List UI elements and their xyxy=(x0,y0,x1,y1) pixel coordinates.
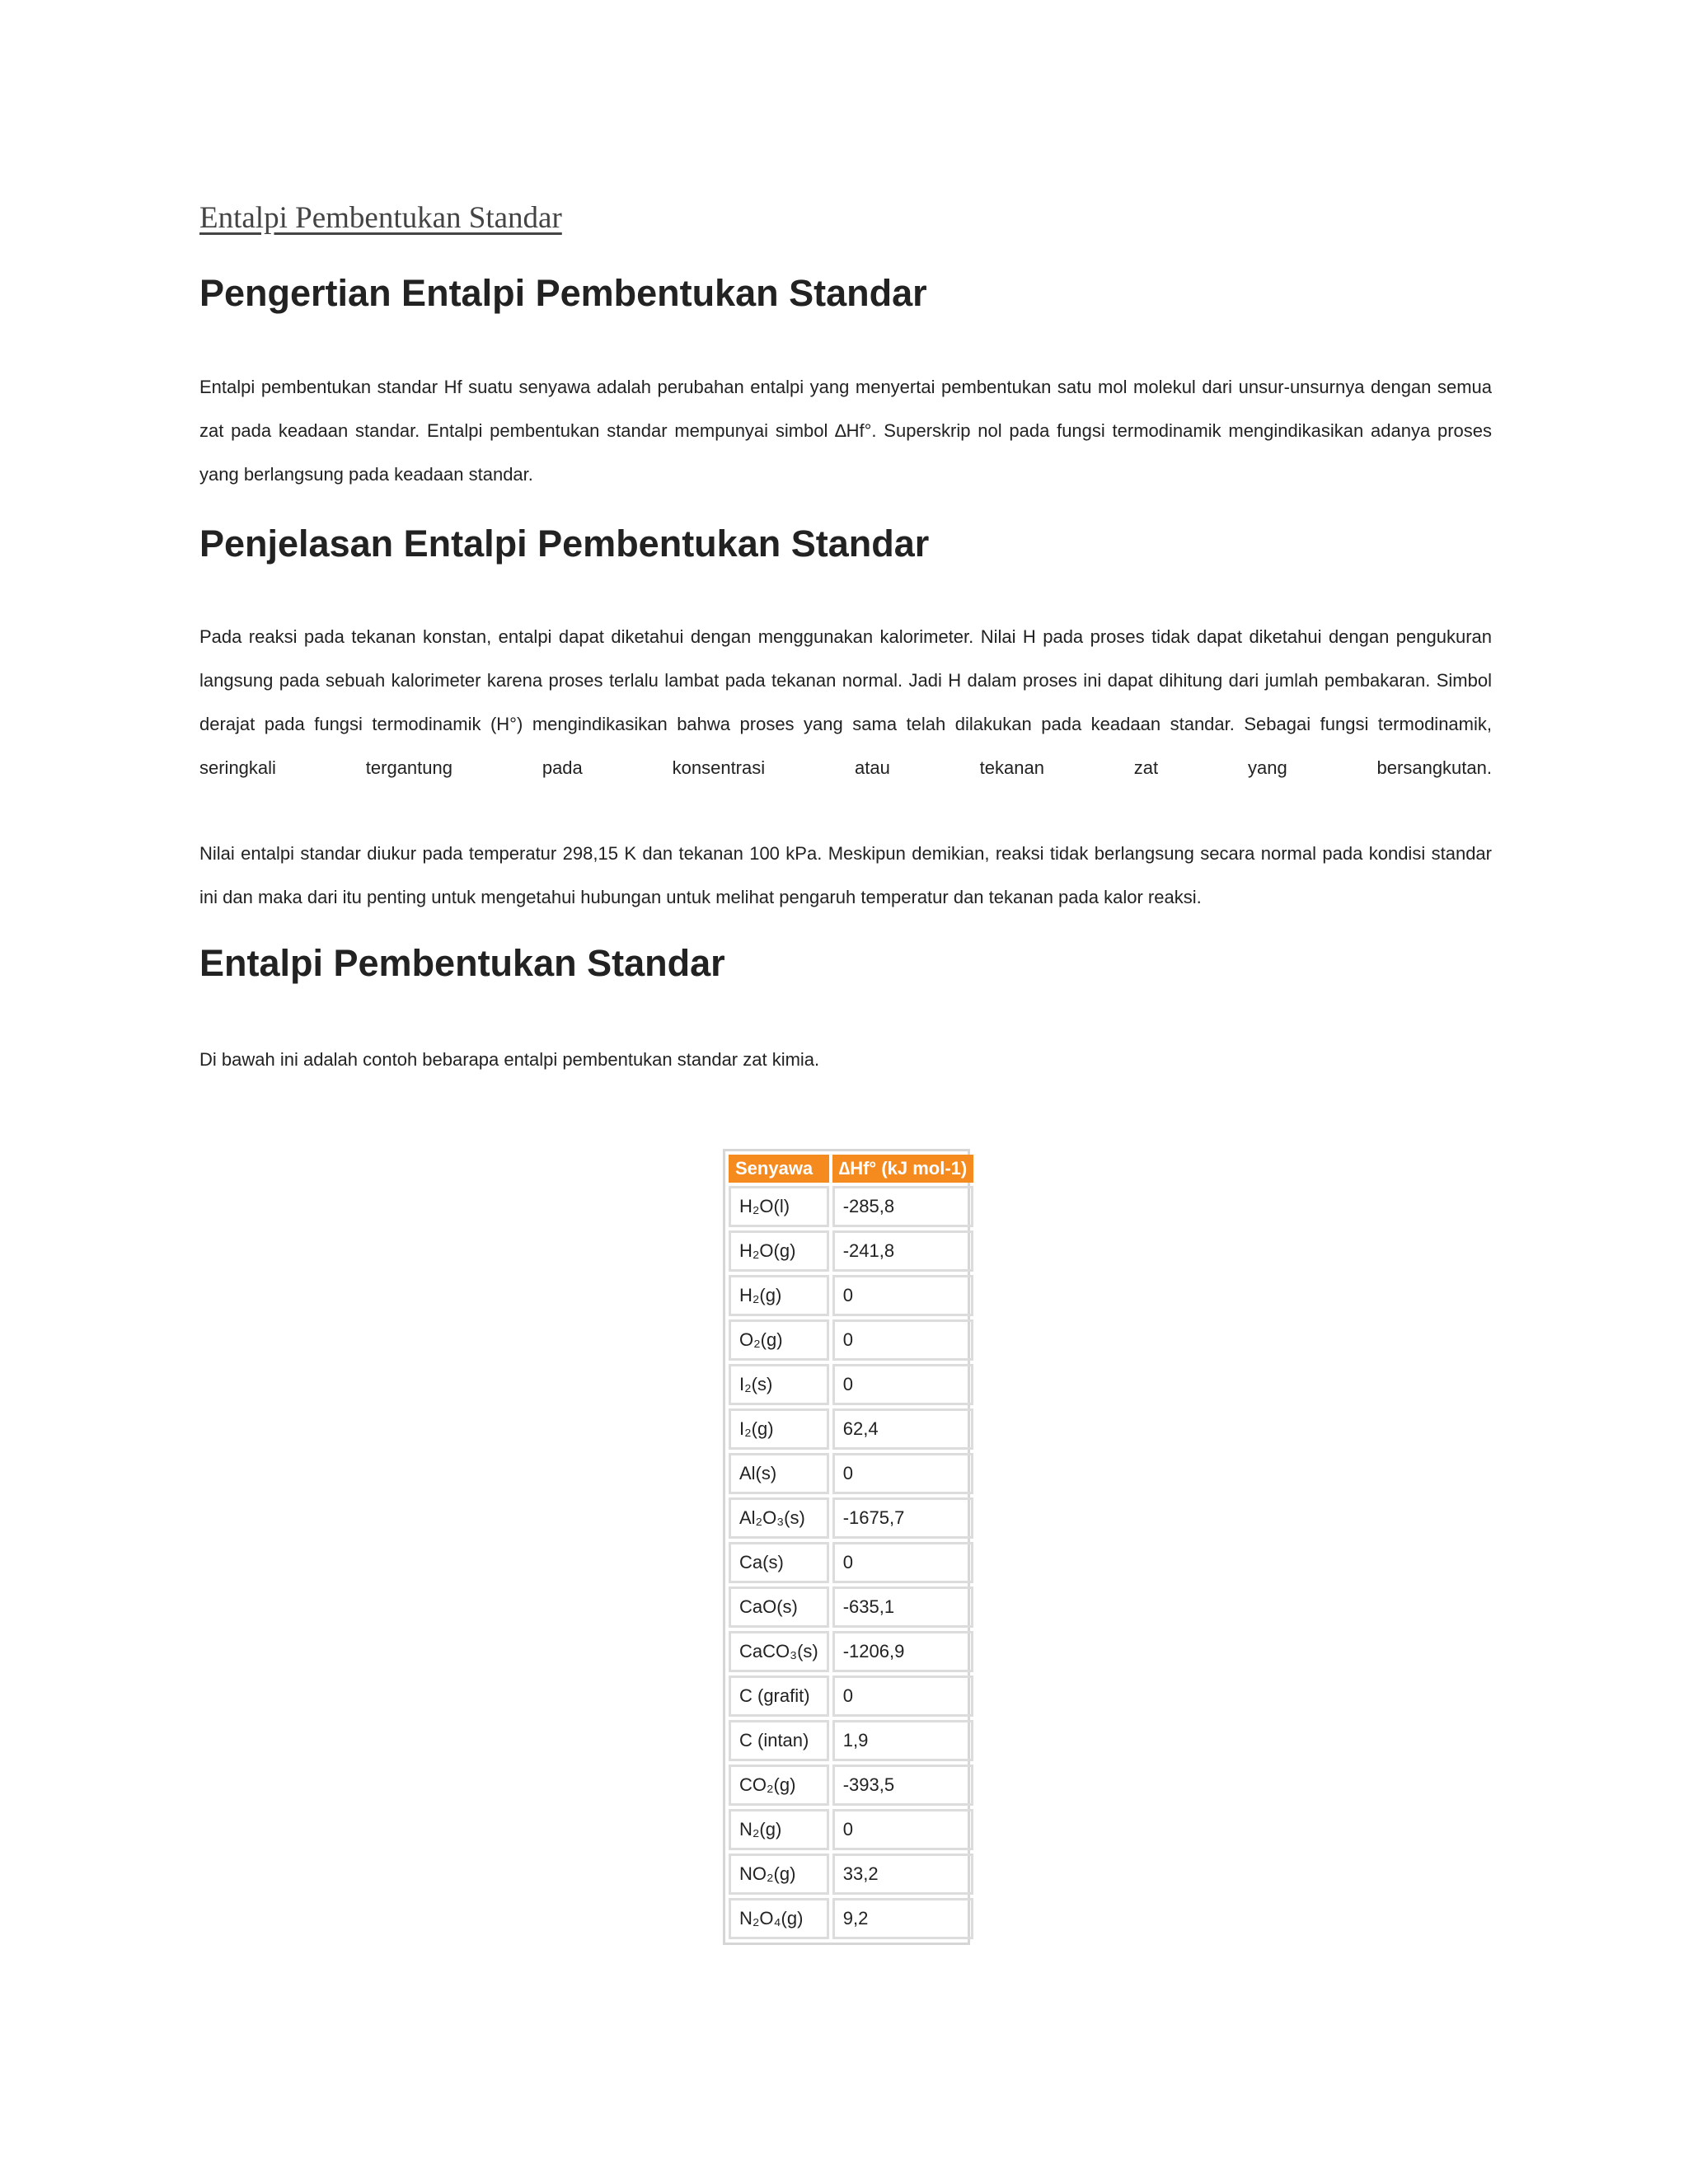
table-row xyxy=(729,1809,973,1850)
table-row xyxy=(729,1631,973,1672)
cell-enthalpy: 0 xyxy=(832,1809,974,1850)
cell-enthalpy: 0 xyxy=(832,1675,974,1717)
cell-compound: Al₂O₃(s) xyxy=(729,1497,829,1539)
column-header-senyawa: Senyawa xyxy=(729,1155,829,1183)
cell-enthalpy: 62,4 xyxy=(832,1408,974,1450)
table-row xyxy=(729,1675,973,1717)
cell-compound: I₂(g) xyxy=(729,1408,829,1450)
table-row xyxy=(729,1497,973,1539)
cell-enthalpy: -635,1 xyxy=(832,1586,974,1628)
cell-enthalpy: 1,9 xyxy=(832,1720,974,1761)
cell-compound: H₂(g) xyxy=(729,1275,829,1316)
cell-compound: NO₂(g) xyxy=(729,1854,829,1895)
cell-enthalpy: 33,2 xyxy=(832,1854,974,1895)
column-header-enthalpy: ∆Hf° (kJ mol-1) xyxy=(832,1155,974,1183)
table-row xyxy=(729,1453,973,1494)
cell-enthalpy: -241,8 xyxy=(832,1230,974,1272)
cell-compound: C (intan) xyxy=(729,1720,829,1761)
table-row xyxy=(729,1230,973,1272)
cell-enthalpy: 9,2 xyxy=(832,1898,974,1939)
cell-compound: CaCO₃(s) xyxy=(729,1631,829,1672)
cell-enthalpy: 0 xyxy=(832,1542,974,1583)
cell-enthalpy: -1206,9 xyxy=(832,1631,974,1672)
table-body xyxy=(729,1186,973,1939)
table-row xyxy=(729,1364,973,1405)
cell-enthalpy: 0 xyxy=(832,1275,974,1316)
table-row xyxy=(729,1542,973,1583)
table-row xyxy=(729,1586,973,1628)
cell-compound: N₂O₄(g) xyxy=(729,1898,829,1939)
cell-compound: I₂(s) xyxy=(729,1364,829,1405)
paragraph-penjelasan-2: Nilai entalpi standar diukur pada temperatur 298,15 K dan tekanan 100 kPa. Meskipun demikian, reaksi tidak berlangsung secara normal pada kondisi standar ini dan maka dari itu penting untuk mengetahui hubungan untuk melihat pengaruh temperatur dan tekanan pada kalor reaksi. xyxy=(199,843,1492,907)
table-row xyxy=(729,1275,973,1316)
cell-enthalpy: 0 xyxy=(832,1319,974,1361)
document-title: Entalpi Pembentukan Standar xyxy=(199,201,562,235)
cell-compound: CaO(s) xyxy=(729,1586,829,1628)
cell-enthalpy: 0 xyxy=(832,1453,974,1494)
table-row xyxy=(729,1854,973,1895)
cell-compound: CO₂(g) xyxy=(729,1765,829,1806)
cell-compound: Al(s) xyxy=(729,1453,829,1494)
section-heading-tabel: Entalpi Pembentukan Standar xyxy=(199,942,725,984)
data-table xyxy=(725,1151,977,1943)
table-row xyxy=(729,1898,973,1939)
table-row xyxy=(729,1186,973,1227)
table-row xyxy=(729,1720,973,1761)
table-row xyxy=(729,1319,973,1361)
table-header-row xyxy=(729,1155,973,1183)
enthalpy-table xyxy=(723,1149,970,1945)
section-heading-penjelasan: Penjelasan Entalpi Pembentukan Standar xyxy=(199,523,930,565)
table-row xyxy=(729,1765,973,1806)
cell-compound: H₂O(g) xyxy=(729,1230,829,1272)
cell-compound: N₂(g) xyxy=(729,1809,829,1850)
cell-enthalpy: -1675,7 xyxy=(832,1497,974,1539)
cell-enthalpy: 0 xyxy=(832,1364,974,1405)
cell-compound: O₂(g) xyxy=(729,1319,829,1361)
table-row xyxy=(729,1408,973,1450)
paragraph-intro-tabel: Di bawah ini adalah contoh bebarapa entalpi pembentukan standar zat kimia. xyxy=(199,1049,820,1070)
cell-enthalpy: -285,8 xyxy=(832,1186,974,1227)
paragraph-penjelasan-1: Pada reaksi pada tekanan konstan, entalpi dapat diketahui dengan menggunakan kalorimeter. Nilai H pada proses tidak dapat diketahui dengan pengukuran langsung pada sebuah kalorimeter karena proses terlalu lambat pada tekanan normal. Jadi H dalam proses ini dapat dihitung dari jumlah pembakaran. Simbol derajat pada fungsi termodinamik (H°) mengindikasikan bahwa proses yang sama telah dilakukan pada keadaan standar. Sebagai fungsi termodinamik, seringkali tergantung pada konsentrasi atau tekanan zat yang bersangkutan. xyxy=(199,626,1492,778)
paragraph-pengertian: Entalpi pembentukan standar Hf suatu senyawa adalah perubahan entalpi yang menyertai pembentukan satu mol molekul dari unsur-unsurnya dengan semua zat pada keadaan standar. Entalpi pembentukan standar mempunyai simbol ∆Hf°. Superskrip nol pada fungsi termodinamik mengindikasikan adanya proses yang berlangsung pada keadaan standar. xyxy=(199,377,1492,485)
cell-compound: C (grafit) xyxy=(729,1675,829,1717)
section-heading-pengertian: Pengertian Entalpi Pembentukan Standar xyxy=(199,272,927,314)
cell-compound: Ca(s) xyxy=(729,1542,829,1583)
cell-enthalpy: -393,5 xyxy=(832,1765,974,1806)
cell-compound: H₂O(l) xyxy=(729,1186,829,1227)
